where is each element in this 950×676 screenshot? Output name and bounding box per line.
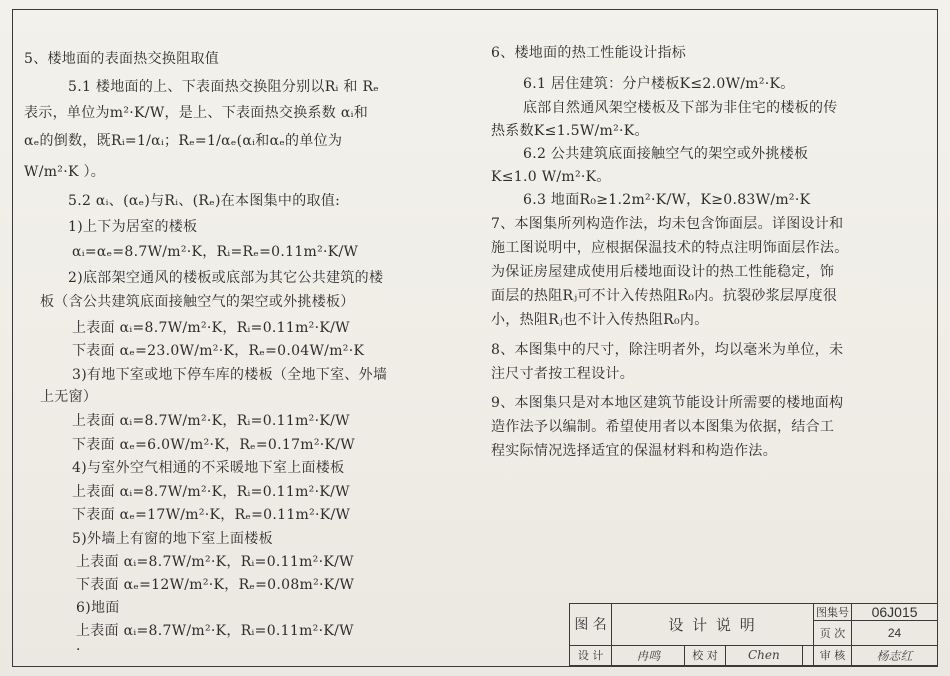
- text-line: 面层的热阻Rⱼ可不计入传热阻R₀内。抗裂砂浆层厚度很: [491, 288, 838, 304]
- text-line: 下表面 αₑ=6.0W/m²·K，Rₑ=0.17m²·K/W: [72, 437, 355, 453]
- text-line: 6.1 居住建筑：分户楼板K≤2.0W/m²·K。: [523, 76, 795, 92]
- text-line: 下表面 αₑ=12W/m²·K，Rₑ=0.08m²·K/W: [76, 577, 355, 593]
- text-line: 程实际情况选择适宜的保温材料和构造作法。: [491, 443, 777, 459]
- name-label: 图 名: [570, 604, 612, 646]
- drawing-title: 设 计 说 明: [612, 604, 814, 646]
- page-number: 24: [852, 621, 938, 645]
- text-line: 6)地面: [76, 600, 120, 616]
- section-9: 9、本图集只是对本地区建筑节能设计所需要的楼地面构: [491, 395, 844, 411]
- page-label: 页 次: [813, 621, 851, 645]
- text-line: 热系数K≤1.5W/m²·K。: [491, 123, 649, 139]
- review-label: 审 核: [813, 645, 851, 665]
- text-line: 造作法予以编制。希望使用者以本图集为依据，结合工: [491, 419, 835, 435]
- text-line: αᵢ=αₑ=8.7W/m²·K，Rᵢ=Rₑ=0.11m²·K/W: [72, 244, 359, 260]
- stray-mark: ·: [76, 642, 81, 658]
- text-line: 下表面 αₑ=23.0W/m²·K，Rₑ=0.04W/m²·K: [72, 343, 365, 359]
- text-line: 板（含公共建筑底面接触空气的架空或外挑楼板）: [40, 294, 355, 310]
- text-line: 2)底部架空通风的楼板或底部为其它公共建筑的楼: [68, 270, 384, 286]
- text-line: 1)上下为居室的楼板: [68, 219, 198, 235]
- check-signature: Chen: [725, 645, 803, 665]
- text-line: K≤1.0 W/m²·K。: [491, 169, 611, 185]
- text-line: 上表面 αᵢ=8.7W/m²·K，Rᵢ=0.11m²·K/W: [72, 413, 350, 429]
- text-line: 为保证房屋建成使用后楼地面设计的热工性能稳定，饰: [491, 264, 835, 280]
- text-line: W/m²·K ）。: [24, 164, 106, 180]
- text-line: 注尺寸者按工程设计。: [491, 366, 634, 382]
- section-8: 8、本图集中的尺寸，除注明者外，均以毫米为单位，未: [491, 342, 844, 358]
- title-block: [569, 603, 938, 666]
- review-signature: 杨志红: [852, 645, 938, 665]
- atlas-no-label: 图集号: [813, 604, 851, 621]
- text-line: 表示，单位为m²·K/W，是上、下表面热交换系数 αᵢ和: [24, 105, 369, 121]
- design-signature: 冉鸣: [612, 645, 685, 665]
- check-label: 校 对: [685, 645, 725, 665]
- text-line: 6.2 公共建筑底面接触空气的架空或外挑楼板: [523, 146, 809, 162]
- atlas-number: 06J015: [852, 604, 938, 621]
- section-7: 7、本图集所列构造作法，均未包含饰面层。详图设计和: [491, 216, 844, 232]
- text-line: 6.3 地面R₀≥1.2m²·K/W，K≥0.83W/m²·K: [523, 192, 811, 208]
- text-line: 4)与室外空气相通的不采暖地下室上面楼板: [72, 460, 345, 476]
- section-6-heading: 6、楼地面的热工性能设计指标: [491, 45, 687, 61]
- text-line: 5)外墙上有窗的地下室上面楼板: [72, 531, 273, 547]
- text-line: 5.1 楼地面的上、下表面热交换阻分别以Rᵢ 和 Rₑ: [68, 79, 380, 95]
- text-line: 上表面 αᵢ=8.7W/m²·K，Rᵢ=0.11m²·K/W: [76, 623, 354, 639]
- text-line: αₑ的倒数，既Rᵢ=1/αᵢ；Rₑ=1/αₑ(αᵢ和αₑ的单位为: [24, 133, 343, 149]
- text-line: 5.2 αᵢ、(αₑ)与Rᵢ、(Rₑ)在本图集中的取值:: [68, 193, 341, 209]
- text-line: 底部自然通风架空楼板及下部为非住宅的楼板的传: [523, 100, 838, 116]
- text-line: 上表面 αᵢ=8.7W/m²·K，Rᵢ=0.11m²·K/W: [72, 484, 350, 500]
- text-line: 上表面 αᵢ=8.7W/m²·K，Rᵢ=0.11m²·K/W: [72, 320, 350, 336]
- text-line: 上无窗）: [40, 389, 98, 405]
- text-line: 小，热阻Rⱼ也不计入传热阻R₀内。: [491, 312, 709, 328]
- text-line: 下表面 αₑ=17W/m²·K，Rₑ=0.11m²·K/W: [72, 507, 351, 523]
- text-line: 上表面 αᵢ=8.7W/m²·K，Rᵢ=0.11m²·K/W: [76, 554, 354, 570]
- section-5-heading: 5、楼地面的表面热交换阻取值: [24, 51, 220, 67]
- text-line: 3)有地下室或地下停车库的楼板（全地下室、外墙: [72, 367, 388, 383]
- design-label: 设 计: [570, 645, 612, 665]
- text-line: 施工图说明中，应根据保温技术的特点注明饰面层作法。: [491, 240, 849, 256]
